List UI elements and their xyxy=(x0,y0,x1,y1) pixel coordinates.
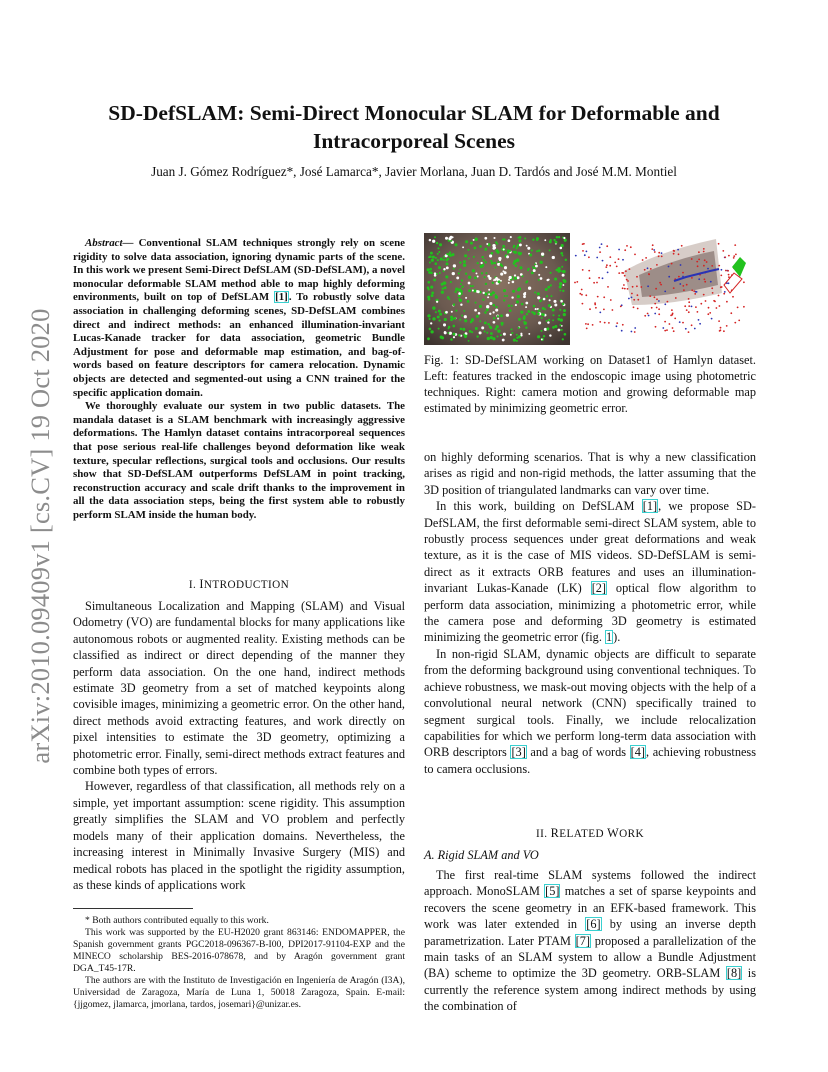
abstract-p2: We thoroughly evaluate our system in two public datasets. The mandala dataset is a SLAM benchmark with increasingly aggressive deformations. The Hamlyn dataset contains intracorporeal sequences that pose serious real-life challenges beyond deformation like weak texture, specular reflections, surgical tools and occlusions. Our results show that SD-DefSLAM outperforms DefSLAM in point tracking, reconstruction accuracy and scale drift thanks to the improvement in all the data association steps, being the first system able to robustly perform SLAM inside the human body. xyxy=(73,400,405,521)
citation-link[interactable]: [1] xyxy=(275,291,288,304)
intro-body xyxy=(73,598,405,893)
figure-1 xyxy=(424,233,756,345)
abstract-dash: — xyxy=(122,237,139,249)
abstract-p1-b: . To robustly solve data association in challenging deforming scenes, SD-DefSLAM combines direct and indirect methods: an enhanced illumination-invariant Lucas-Kanade tracker for data association, geometric Bundle Adjustment for pose and deformable map estimation, and bag-of-words based on feature descriptors for camera relocation. Dynamic objects are detected and segmented-out using a CNN trained for the specific application domain. xyxy=(73,291,405,399)
intro-heading-first: I xyxy=(199,577,204,591)
intro-paragraph-1: Simultaneous Localization and Mapping (SLAM) and Visual Odometry (VO) are fundamental blocks for many applications like autonomous robots or augmented reality. Existing methods can be classified as indirect or direct depending of the manner they perform data association. On the one hand, indirect methods estimate 3D geometry from a set of matched keypoints along covisible images, minimizing a geometric error. On the other hand, direct methods avoid extracting features, and work directly on pixel intensities to estimate the 3D geometry, optimizing a photometric error. Finally, semi-direct methods extract features and combine both types of errors. xyxy=(73,599,405,778)
footnote-funding: This work was supported by the EU-H2020 grant 863146: ENDOMAPPER, the Spanish government grants PGC2018-096367-B-I00, DPI2017-91104-EXP and the MINECO scholarship BES-2016-078678, and by Aragón government grant DGA_T45-17R. xyxy=(73,927,405,974)
right-paragraph-3 xyxy=(424,646,756,777)
related-heading-cap: W xyxy=(607,826,620,840)
text-run: , achieving robustness to camera occlusions. xyxy=(424,745,757,776)
footnotes xyxy=(73,915,405,1011)
citation-link[interactable]: [4] xyxy=(630,745,646,760)
citation-link[interactable]: [3] xyxy=(511,745,526,760)
right-paragraph-2 xyxy=(424,498,756,646)
related-heading-num: II. xyxy=(536,828,551,840)
section-heading-introduction xyxy=(73,577,405,592)
abstract-label: Abstract xyxy=(85,237,123,249)
paper-title xyxy=(80,99,748,155)
related-heading-cap: R xyxy=(550,826,560,840)
related-work-body xyxy=(424,867,756,1015)
text-run: matches a set of sparse keypoints and recovers the scene geometry in an EFK-based framework. This work was later extended in xyxy=(424,884,756,932)
section-heading-related-work xyxy=(424,826,756,841)
citation-link[interactable]: [8] xyxy=(726,966,742,981)
intro-heading-rest: NTRODUCTION xyxy=(203,579,290,591)
author-list: Juan J. Gómez Rodríguez*, José Lamarca*, Javier Morlana, Juan D. Tardós and José M.M. Montiel xyxy=(151,164,677,179)
arxiv-identifier: arXiv:2010.09409v1 [cs.CV] 19 Oct 2020 xyxy=(25,308,55,764)
abstract xyxy=(73,237,405,522)
footnote-equal-contribution: * Both authors contributed equally to this work. xyxy=(85,915,269,926)
text-run: , we propose SD-DefSLAM, the first deformable semi-direct SLAM system, able to robustly process sequences under great deformations and weak texture, as it is the case of MIS videos. SD-DefSLAM is semi-direct as it extracts ORB features and uses an illumination-invariant Lukas-Kanade (LK) xyxy=(424,499,756,596)
figure-1-caption: Fig. 1: SD-DefSLAM working on Dataset1 of Hamlyn dataset. Left: features tracked in the endoscopic image using photometric techniques. Right: camera motion and growing deformable map estimated by minimizing geometric error. xyxy=(424,353,756,415)
intro-paragraph-2: However, regardless of that classification, all methods rely on a simple, yet important assumption: scene rigidity. This assumption greatly simplifies the SLAM and VO problem and perfectly models many of their application domains. Nevertheless, the increasing interest in Minimally Invasive Surgery (MIS) and medical robots has placed in the spotlight the rigidity assumption, as these kinds of applications work xyxy=(73,779,405,892)
deformable-map xyxy=(574,239,746,333)
citation-link[interactable]: [1] xyxy=(642,499,658,514)
footnote-divider xyxy=(73,908,193,909)
related-paragraph-1 xyxy=(424,867,756,1015)
title-line-2: Intracorporeal Scenes xyxy=(312,129,516,153)
text-run: is currently the reference system among indirect methods by using the combination of xyxy=(424,966,757,1014)
figure-link[interactable]: 1 xyxy=(605,630,613,645)
title-line-1: SD-DefSLAM: Semi-Direct Monocular SLAM for Deformable and xyxy=(108,101,720,125)
footnote-affiliation: The authors are with the Instituto de Investigación en Ingeniería de Aragón (I3A), Universidad de Zaragoza, María de Luna 1, 50018 Zaragoza, Spain. E-mail: {jjgomez, jlamarca, jmorlana, tardos, josemari}@unizar.es. xyxy=(73,975,405,1010)
text-run: In non-rigid SLAM, dynamic objects are difficult to separate from the deforming background using conventional techniques. To achieve robustness, we mask-out moving objects with the help of a convolutional neural network (CNN) specifically trained to segment surgical tools. Finally, we include relocalization capabilities for which we perform long-term data association with ORB descriptors xyxy=(424,646,756,760)
text-run: optical flow algorithm to perform data association, minimizing a photometric error, while the camera pose and deforming 3D geometry is estimated minimizing the geometric error (fig. xyxy=(424,581,756,645)
related-heading-rest: ELATED xyxy=(559,828,608,840)
text-run: ). xyxy=(613,630,621,645)
abstract-p1-a: Conventional SLAM techniques strongly rely on scene rigidity to solve data association, ignoring dynamic parts of the scene. In this work we present Semi-Direct DefSLAM (SD-DefSLAM), a novel monocular deformable SLAM method able to map highly deforming environments, built on top of DefSLAM xyxy=(73,237,405,304)
text-run: The first real-time SLAM systems followed the indirect approach. MonoSLAM xyxy=(424,868,756,899)
text-run: and a bag of words xyxy=(526,745,630,760)
subsection-heading: A. Rigid SLAM and VO xyxy=(424,848,539,862)
citation-link[interactable]: [2] xyxy=(591,581,607,596)
related-heading-rest: ORK xyxy=(619,828,644,840)
text-run: by using an inverse depth parametrization. Later PTAM xyxy=(424,917,756,948)
text-run: proposed a parallelization of the main tasks of an SLAM system to allow a Bundle Adjustment (BA) scheme to optimize the 3D geometry. ORB-SLAM xyxy=(424,933,756,981)
figure-1-graphic xyxy=(424,233,756,345)
right-column-body xyxy=(424,449,756,777)
citation-link[interactable]: [5] xyxy=(545,884,560,899)
text-run: In this work, building on DefSLAM xyxy=(436,499,642,514)
citation-link[interactable]: [7] xyxy=(575,933,591,948)
citation-link[interactable]: [6] xyxy=(586,917,601,932)
right-paragraph-1: on highly deforming scenarios. That is why a new classification arises as rigid and non-rigid methods, the latter assuming that the 3D position of triangulated landmarks can vary over time. xyxy=(424,450,756,497)
intro-heading-num: I. xyxy=(188,579,200,591)
